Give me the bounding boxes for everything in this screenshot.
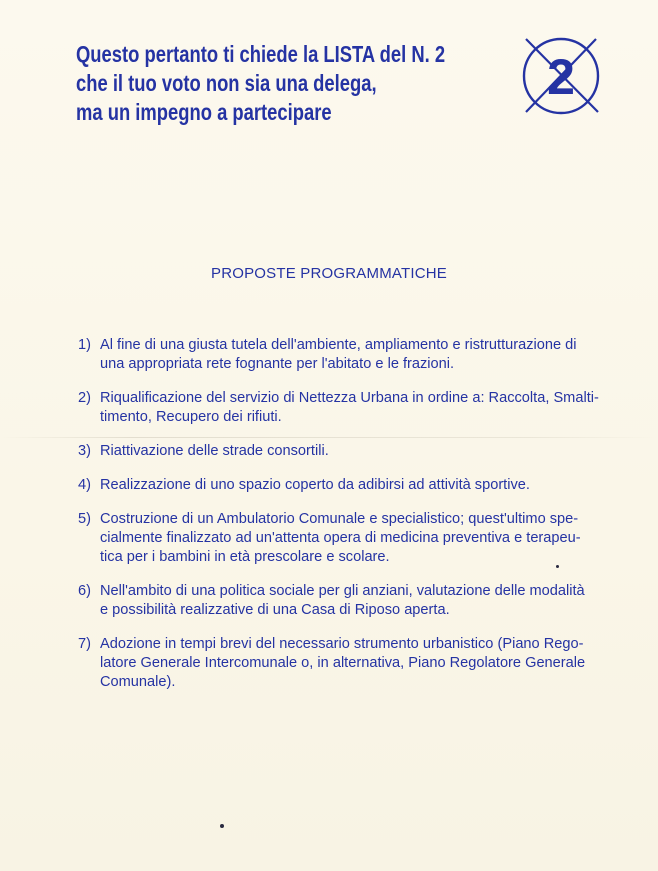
header-title: [76, 40, 446, 127]
section-title: PROPOSTE PROGRAMMATICHE: [210, 265, 447, 282]
crossed-list-2-logo: [518, 36, 604, 116]
proposal-text-line: Realizzazione di uno spazio coperto da adibirsi ad attività sportive.: [100, 477, 530, 493]
logo-number: 2: [547, 49, 575, 105]
proposal-item: [78, 336, 618, 374]
proposal-text-line: cialmente finalizzato ad un'attenta opera di medicina preventiva e terapeu-: [100, 530, 581, 546]
proposal-text-line: una appropriata rete fognante per l'abitato e le frazioni.: [100, 356, 455, 372]
header-line-1: Questo pertanto ti chiede la LISTA del N. 2: [76, 41, 446, 67]
proposal-number: 3): [78, 443, 91, 459]
proposal-item: [78, 510, 618, 567]
paper-speck: [220, 824, 224, 828]
proposal-number: 2): [78, 390, 91, 406]
proposal-item: [78, 442, 618, 461]
proposal-number: 6): [78, 583, 91, 599]
proposal-list: [78, 336, 618, 707]
proposal-text-line: Costruzione di un Ambulatorio Comunale e specialistico; quest'ultimo spe-: [100, 511, 579, 527]
proposal-text-line: Adozione in tempi brevi del necessario strumento urbanistico (Piano Rego-: [100, 636, 584, 652]
header-line-2: che il tuo voto non sia una delega,: [76, 70, 377, 96]
proposal-number: 1): [78, 337, 91, 353]
proposal-number: 4): [78, 477, 91, 493]
proposal-text-line: latore Generale Intercomunale o, in alternativa, Piano Regolatore Generale: [100, 655, 586, 671]
proposal-item: [78, 476, 618, 495]
proposal-text-line: Riattivazione delle strade consortili.: [100, 443, 329, 459]
proposal-text-line: Riqualificazione del servizio di Nettezza Urbana in ordine a: Raccolta, Smalti-: [100, 390, 599, 406]
paper-speck: [556, 565, 559, 568]
header-line-3: ma un impegno a partecipare: [76, 99, 332, 125]
proposal-text-line: e possibilità realizzative di una Casa di Riposo aperta.: [100, 602, 450, 618]
proposal-text-line: Nell'ambito di una politica sociale per gli anziani, valutazione delle modalità: [100, 583, 585, 599]
proposal-text-line: tica per i bambini in età prescolare e scolare.: [100, 549, 390, 565]
proposal-number: 5): [78, 511, 91, 527]
proposal-text-line: Al fine di una giusta tutela dell'ambiente, ampliamento e ristrutturazione di: [100, 337, 577, 353]
proposal-number: 7): [78, 636, 91, 652]
proposal-text-line: Comunale).: [100, 674, 176, 690]
proposal-text-line: timento, Recupero dei rifiuti.: [100, 409, 282, 425]
proposal-item: [78, 635, 618, 692]
proposal-item: [78, 389, 618, 427]
proposal-item: [78, 582, 618, 620]
